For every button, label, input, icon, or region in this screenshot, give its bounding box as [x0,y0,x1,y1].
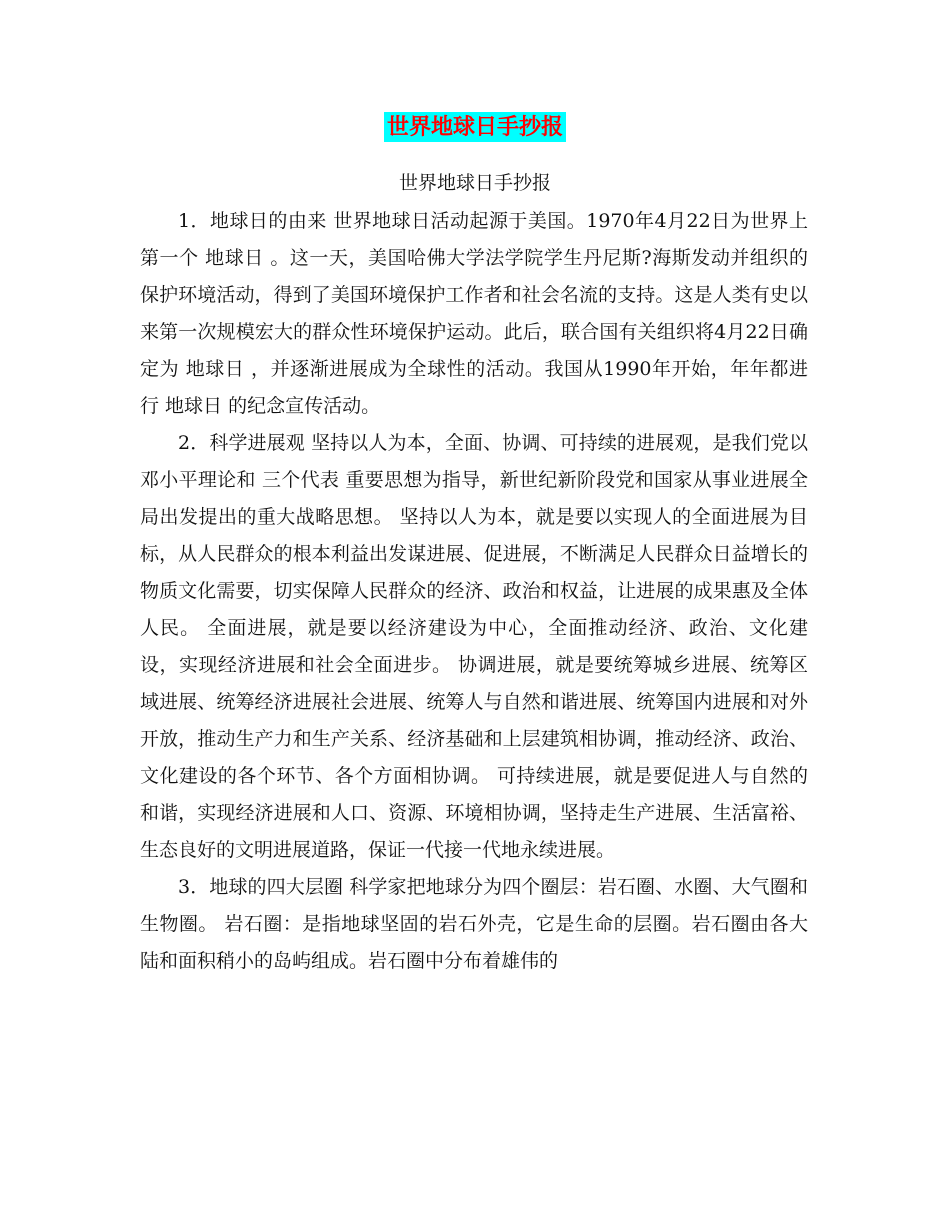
page-title: 世界地球日手抄报 [384,112,566,142]
document-body [140,203,808,980]
paragraph-scientific-development: 2．科学进展观 坚持以人为本，全面、协调、可持续的进展观，是我们党以邓小平理论和 三个代表 重要思想为指导，新世纪新阶段党和国家从事业进展全局出发提出的重大战略思想。 坚持以人为本，就是要以实现人的全面进展为目标，从人民群众的根本利益出发谋进展、促进展，不断满足人民群众日益增长的物质文化需要，切实保障人民群众的经济、政治和权益，让进展的成果惠及全体人民。 全面进展，就是要以经济建设为中心，全面推动经济、政治、文化建设，实现经济进展和社会全面进步。 协调进展，就是要统筹城乡进展、统筹区域进展、统筹经济进展社会进展、统筹人与自然和谐进展、统筹国内进展和对外开放，推动生产力和生产关系、经济基础和上层建筑相协调，推动经济、政治、文化建设的各个环节、各个方面相协调。 可持续进展，就是要促进人与自然的和谐，实现经济进展和人口、资源、环境相协调，坚持走生产进展、生活富裕、生态良好的文明进展道路，保证一代接一代地永续进展。 [140,432,808,861]
paragraph-four-spheres: 3．地球的四大层圈 科学家把地球分为四个圈层：岩石圈、水圈、大气圈和生物圈。 岩石圈：是指地球坚固的岩石外壳，它是生命的层圈。岩石圈由各大陆和面积稍小的岛屿组成。岩石圈中分布着雄伟的 [140,876,808,972]
title-container [0,112,950,142]
paragraph-earth-day-origin: 1．地球日的由来 世界地球日活动起源于美国。1970年4月22日为世界上第一个 地球日 。这一天，美国哈佛大学法学院学生丹尼斯?海斯发动并组织的保护环境活动，得到了美国环境保护工作者和社会名流的支持。这是人类有史以来第一次规模宏大的群众性环境保护运动。此后，联合国有关组织将4月22日确定为 地球日 ，并逐渐进展成为全球性的活动。我国从1990年开始，年年都进行 地球日 的纪念宣传活动。 [140,210,808,417]
page-subtitle: 世界地球日手抄报 [398,172,551,194]
